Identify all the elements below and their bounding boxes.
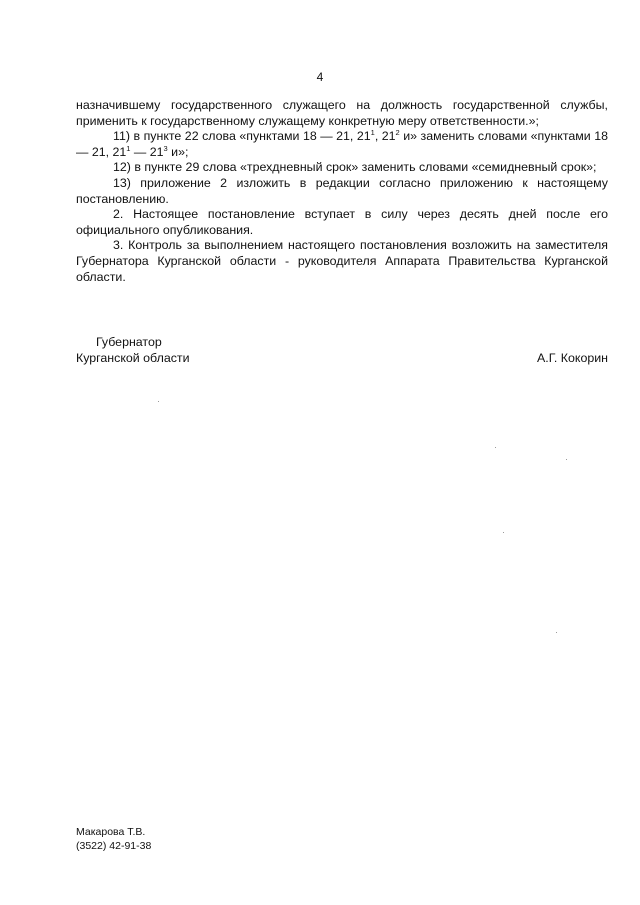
signatory-region: Курганской области bbox=[76, 350, 190, 365]
superscript: 1 bbox=[126, 143, 131, 153]
page-number: 4 bbox=[316, 70, 324, 84]
paragraph-section-2: 2. Настоящее постановление вступает в силу через десять дней после его официального опубликования. bbox=[76, 207, 608, 237]
scan-speck bbox=[503, 532, 504, 533]
superscript: 3 bbox=[163, 143, 168, 153]
text-fragment: 11) в пункте 22 слова «пунктами 18 — 21, 21 bbox=[113, 129, 371, 144]
text-fragment: — 21 bbox=[130, 144, 164, 159]
signatory-name: А.Г. Кокорин bbox=[536, 350, 608, 365]
text-fragment: и» заменить словами «пунктами 18 — 21, 21 bbox=[76, 129, 608, 159]
signature-row bbox=[76, 351, 608, 367]
paragraph-item-13: 13) приложение 2 изложить в редакции согласно приложению к настоящему постановлению. bbox=[76, 175, 608, 206]
executor-name: Макарова Т.В. bbox=[76, 826, 146, 838]
superscript: 1 bbox=[370, 128, 375, 138]
paragraph-section-3: 3. Контроль за выполнением настоящего постановления возложить на заместителя Губернатора Курганской области - руководителя Аппарата Правительства Курганской области. bbox=[76, 238, 608, 284]
paragraph-item-12: 12) в пункте 29 слова «трехдневный срок» заменить словами «семидневный срок»; bbox=[113, 160, 597, 175]
scan-speck bbox=[556, 632, 557, 633]
paragraph-continuation: назначившему государственного служащего на должность государственной службы, применить к государственному служащему конкретную меру ответственности.»; bbox=[76, 98, 608, 128]
signatory-title: Губернатор bbox=[96, 335, 162, 349]
scan-speck bbox=[158, 401, 159, 402]
superscript: 2 bbox=[395, 128, 400, 138]
signature-block bbox=[76, 335, 608, 366]
executor-phone: (3522) 42-91-38 bbox=[76, 840, 152, 852]
scan-speck bbox=[566, 459, 567, 460]
executor-info bbox=[76, 825, 151, 853]
scan-speck bbox=[495, 447, 496, 448]
paragraph-item-11 bbox=[76, 129, 608, 160]
text-fragment: , 21 bbox=[374, 129, 396, 144]
document-body bbox=[76, 98, 608, 285]
text-fragment: и»; bbox=[167, 144, 189, 159]
